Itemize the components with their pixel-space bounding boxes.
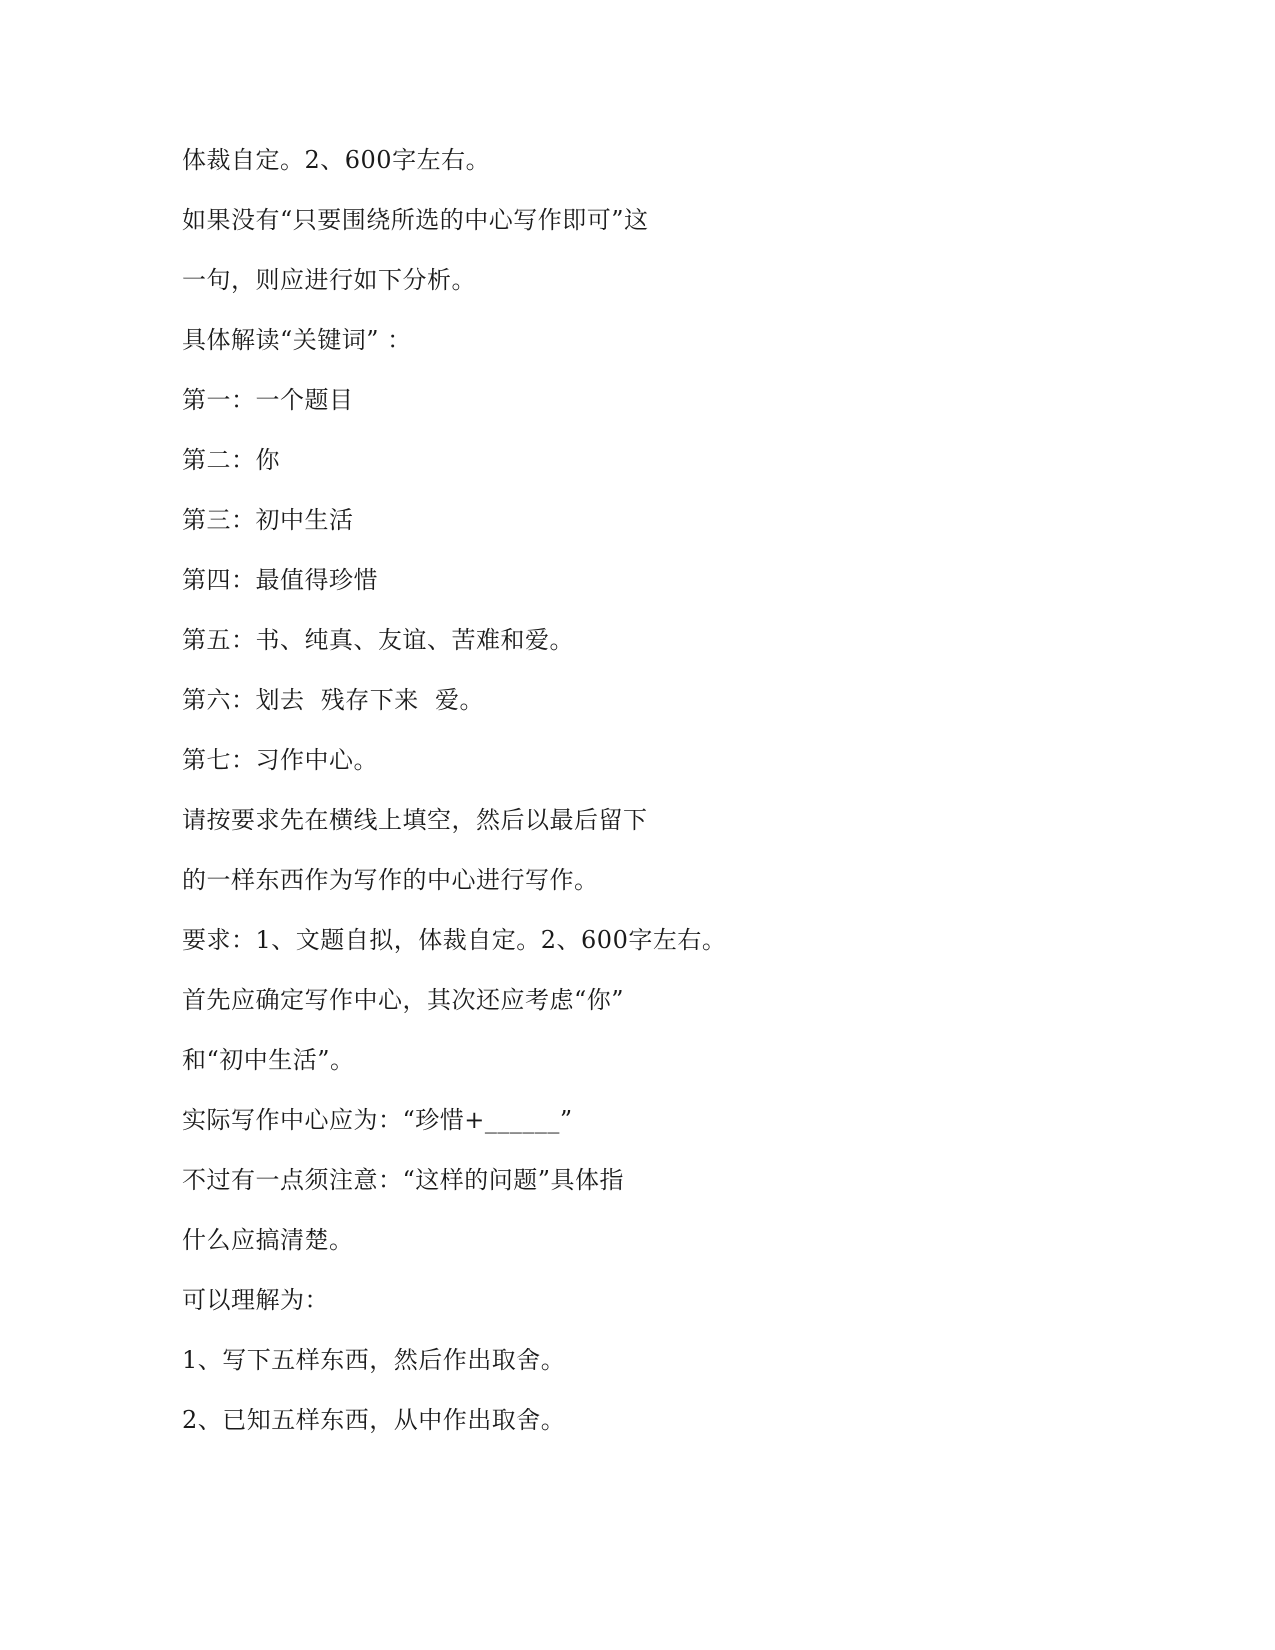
list-item-second: 第二：你 bbox=[182, 446, 280, 474]
numbered-item: 2、已知五样东西，从中作出取舍。 bbox=[182, 1406, 566, 1434]
text-line: 具体解读“关键词” ： bbox=[182, 326, 412, 354]
writing-center-line: 实际写作中心应为：“珍惜+______” bbox=[182, 1106, 573, 1134]
text-line: 体裁自定。2、600字左右。 bbox=[182, 146, 491, 174]
list-item-sixth: 第六：划去 残存下来 爱。 bbox=[182, 686, 485, 714]
list-item-third: 第三：初中生活 bbox=[182, 506, 354, 534]
text-line: 和“初中生活”。 bbox=[182, 1046, 355, 1074]
requirements-line: 要求：1、文题自拟，体裁自定。2、600字左右。 bbox=[182, 926, 727, 954]
text-line: 什么应搞清楚。 bbox=[182, 1226, 354, 1254]
list-item-first: 第一：一个题目 bbox=[182, 386, 354, 414]
list-item-seventh: 第七：习作中心。 bbox=[182, 746, 378, 774]
text-line: 的一样东西作为写作的中心进行写作。 bbox=[182, 866, 599, 894]
text-line: 请按要求先在横线上填空，然后以最后留下 bbox=[182, 806, 648, 834]
list-item-fourth: 第四：最值得珍惜 bbox=[182, 566, 378, 594]
numbered-item: 1、写下五样东西，然后作出取舍。 bbox=[182, 1346, 566, 1374]
text-line: 首先应确定写作中心，其次还应考虑“你” bbox=[182, 986, 625, 1014]
text-line: 可以理解为： bbox=[182, 1286, 329, 1314]
text-line: 一句，则应进行如下分析。 bbox=[182, 266, 476, 294]
text-line: 不过有一点须注意：“这样的问题”具体指 bbox=[182, 1166, 625, 1194]
text-line: 如果没有“只要围绕所选的中心写作即可”这 bbox=[182, 206, 649, 234]
document-body bbox=[182, 140, 882, 1460]
list-item-fifth: 第五：书、纯真、友谊、苦难和爱。 bbox=[182, 626, 574, 654]
